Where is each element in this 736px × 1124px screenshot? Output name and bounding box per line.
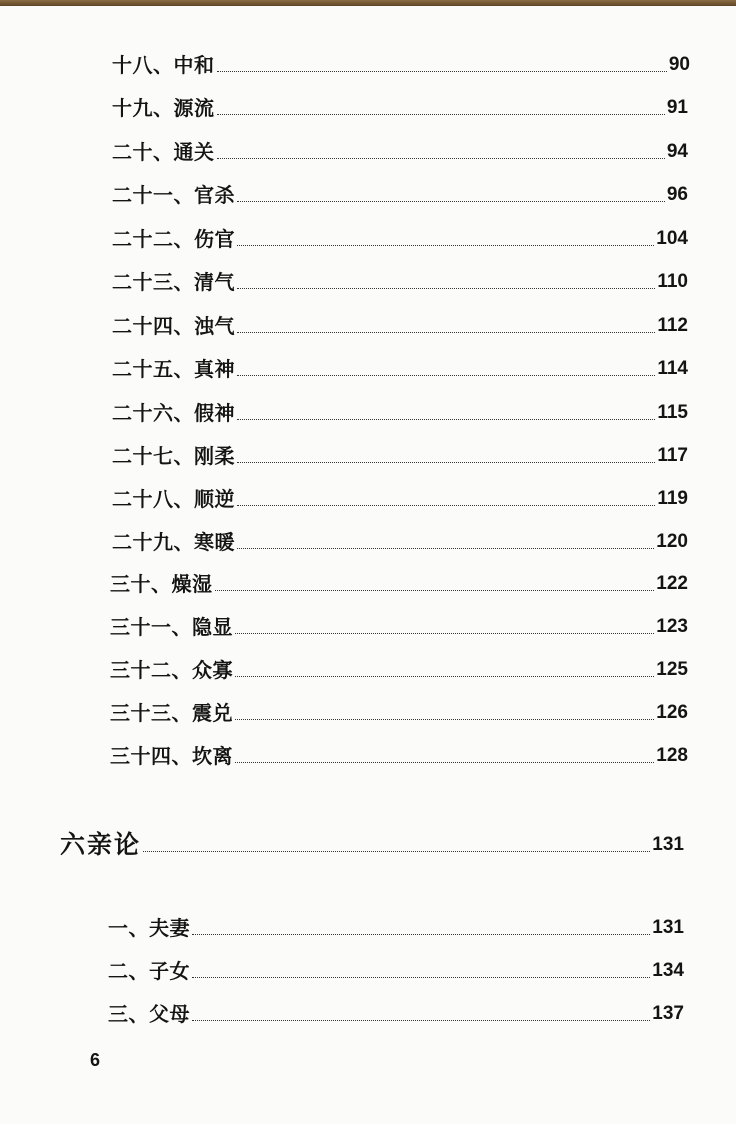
toc-entry-title: 三十三、震兑 <box>110 701 233 725</box>
dot-leader <box>192 933 650 935</box>
toc-entry-title: 二十七、刚柔 <box>112 444 235 468</box>
dot-leader <box>217 70 667 72</box>
toc-entry[interactable] <box>112 222 688 252</box>
toc-entry[interactable] <box>108 997 684 1027</box>
toc-entry-title: 二十九、寒暖 <box>112 530 235 554</box>
toc-entry[interactable] <box>112 482 688 512</box>
toc-entry[interactable] <box>112 178 688 208</box>
toc-entry-title: 三、父母 <box>108 1002 190 1026</box>
toc-entry-title: 十九、源流 <box>112 96 215 120</box>
dot-leader <box>237 461 655 463</box>
dot-leader <box>192 976 650 978</box>
dot-leader <box>235 632 654 634</box>
toc-entry-title: 二十二、伤官 <box>112 227 235 251</box>
toc-entry-title: 一、夫妻 <box>108 916 190 940</box>
toc-entry[interactable] <box>112 309 688 339</box>
top-border <box>0 0 736 6</box>
toc-chapter-page: 131 <box>652 834 684 855</box>
toc-entry-title: 二十一、官杀 <box>112 183 235 207</box>
toc-entry-title: 十八、中和 <box>112 53 215 77</box>
page-number: 6 <box>90 1050 101 1070</box>
dot-leader <box>237 504 655 506</box>
toc-entry[interactable] <box>110 610 688 640</box>
toc-entry-title: 二、子女 <box>108 959 190 983</box>
dot-leader <box>237 331 655 333</box>
dot-leader <box>192 1019 650 1021</box>
toc-entry[interactable] <box>112 396 688 426</box>
toc-entry-page: 94 <box>666 141 688 162</box>
toc-entry-page: 91 <box>666 97 688 118</box>
toc-entry-page: 122 <box>656 573 688 594</box>
dot-leader <box>237 287 655 289</box>
toc-entry-title: 三十、燥湿 <box>110 572 213 596</box>
toc-entry-page: 128 <box>656 745 688 766</box>
toc-entry-page: 125 <box>656 659 688 680</box>
toc-entry-title: 三十四、坎离 <box>110 744 233 768</box>
toc-chapter-title: 六亲论 <box>60 830 142 859</box>
toc-chapter[interactable] <box>60 822 684 858</box>
toc-entry[interactable] <box>112 48 690 78</box>
dot-leader <box>235 761 654 763</box>
toc-entry-page: 137 <box>652 1003 684 1024</box>
dot-leader <box>237 200 665 202</box>
toc-entry-page: 110 <box>657 271 688 292</box>
toc-entry-title: 二十、通关 <box>112 140 215 164</box>
dot-leader <box>217 113 665 115</box>
toc-entry[interactable] <box>112 135 688 165</box>
toc-entry-page: 134 <box>652 960 684 981</box>
dot-leader <box>237 547 654 549</box>
toc-entry[interactable] <box>110 653 688 683</box>
dot-leader <box>237 374 655 376</box>
toc-entry[interactable] <box>112 352 688 382</box>
toc-entry-page: 126 <box>656 702 688 723</box>
toc-entry-page: 104 <box>656 228 688 249</box>
toc-entry[interactable] <box>108 911 684 941</box>
toc-entry-title: 三十二、众寡 <box>110 658 233 682</box>
toc-entry-page: 131 <box>652 917 684 938</box>
toc-entry-page: 96 <box>666 184 688 205</box>
toc-entry-page: 119 <box>657 488 688 509</box>
dot-leader <box>217 157 665 159</box>
toc-entry[interactable] <box>112 525 688 555</box>
dot-leader <box>143 850 650 852</box>
toc-entry-page: 120 <box>656 531 688 552</box>
toc-entry-page: 112 <box>657 315 688 336</box>
toc-entry[interactable] <box>110 739 688 769</box>
toc-entry-title: 二十四、浊气 <box>112 314 235 338</box>
toc-entry-title: 三十一、隐显 <box>110 615 233 639</box>
toc-entry[interactable] <box>108 954 684 984</box>
dot-leader <box>215 589 655 591</box>
toc-entry-page: 115 <box>657 402 688 423</box>
dot-leader <box>235 718 654 720</box>
dot-leader <box>235 675 654 677</box>
dot-leader <box>237 244 654 246</box>
toc-entry[interactable] <box>110 567 688 597</box>
toc-entry-page: 117 <box>657 445 688 466</box>
toc-entry-page: 114 <box>657 358 688 379</box>
toc-entry-page: 90 <box>668 54 690 75</box>
toc-entry-title: 二十三、清气 <box>112 270 235 294</box>
toc-entry[interactable] <box>112 439 688 469</box>
toc-entry[interactable] <box>112 265 688 295</box>
toc-entry-page: 123 <box>656 616 688 637</box>
toc-entry-title: 二十六、假神 <box>112 401 235 425</box>
dot-leader <box>237 418 655 420</box>
toc-entry-title: 二十八、顺逆 <box>112 487 235 511</box>
toc-entry[interactable] <box>110 696 688 726</box>
toc-entry-title: 二十五、真神 <box>112 357 235 381</box>
toc-entry[interactable] <box>112 91 688 121</box>
